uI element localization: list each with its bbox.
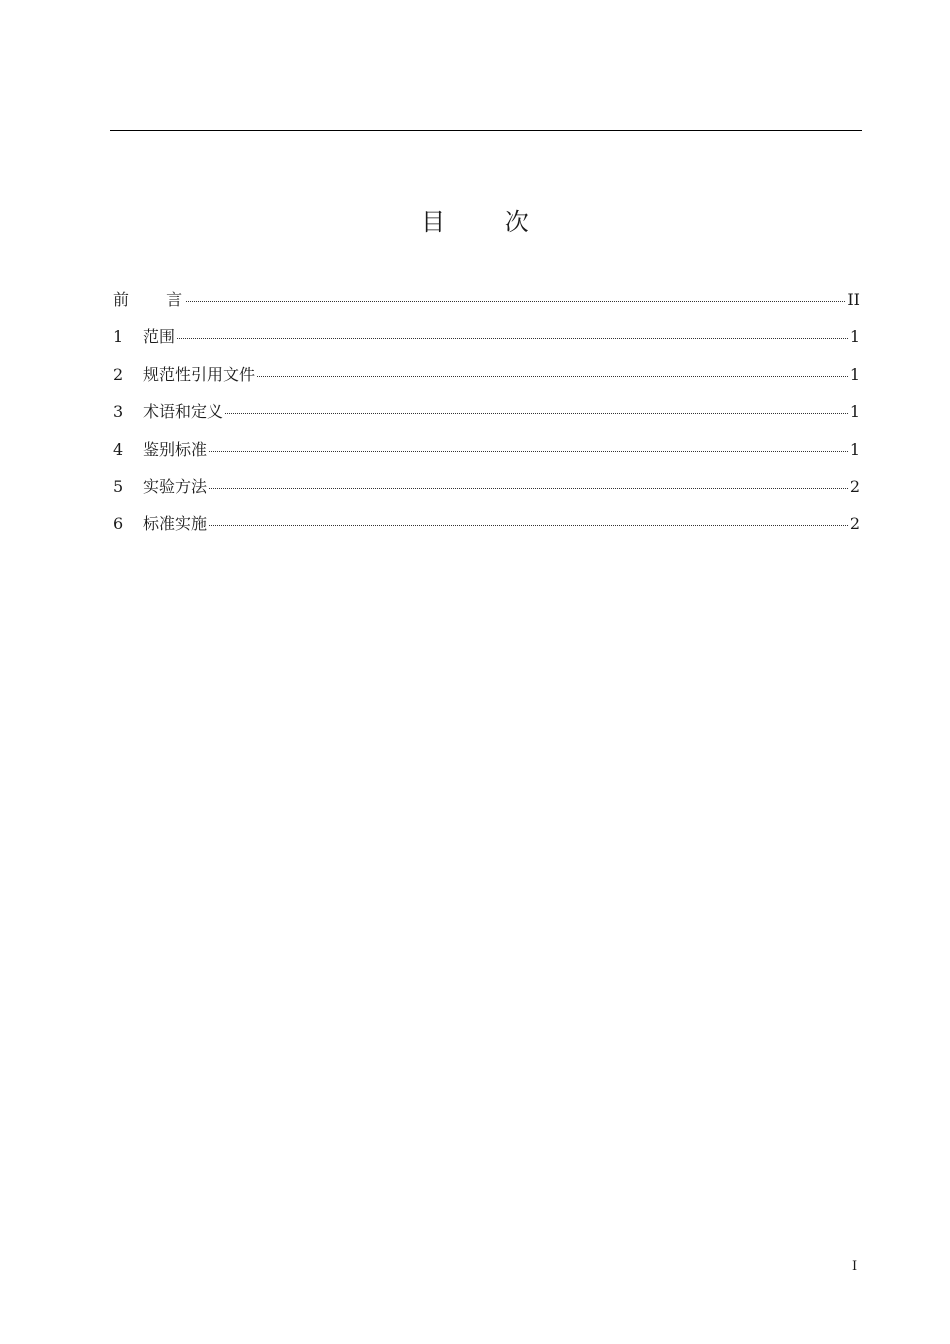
toc-entry-label: 前 言 [113,290,199,309]
toc-leader-dots [209,525,848,526]
toc-entry-number: 6 [113,514,124,534]
toc-list [113,289,860,551]
toc-leader-dots [209,451,848,452]
toc-entry-label: 标准实施 [143,514,208,534]
toc-entry-label: 规范性引用文件 [143,364,256,384]
toc-title: 目 次 [421,208,555,236]
toc-entry-number: 3 [113,402,124,422]
toc-entry-preface[interactable] [113,289,860,326]
toc-entry-test-methods[interactable] [113,476,860,513]
toc-entry-page: 1 [849,439,860,459]
toc-entry-page: 1 [849,327,860,347]
toc-leader-dots [209,488,848,489]
toc-leader-dots [257,376,848,377]
toc-leader-dots [186,301,845,302]
toc-leader-dots [177,338,848,339]
toc-entry-number: 1 [113,327,124,347]
toc-entry-page: 1 [849,402,860,422]
toc-entry-identification-criteria[interactable] [113,439,860,476]
toc-entry-label: 范围 [143,327,176,347]
toc-entry-page: 2 [849,476,860,496]
toc-entry-label: 术语和定义 [143,402,224,422]
toc-entry-terms-definitions[interactable] [113,401,860,438]
toc-entry-number: 5 [113,476,124,496]
toc-leader-dots [225,413,848,414]
toc-entry-number: 4 [113,439,124,459]
toc-entry-scope[interactable] [113,326,860,363]
toc-entry-page: II [847,290,860,309]
toc-entry-label: 鉴别标准 [143,439,208,459]
header-rule [110,130,862,131]
toc-entry-label: 实验方法 [143,476,208,496]
toc-entry-normative-references[interactable] [113,364,860,401]
toc-entry-implementation[interactable] [113,513,860,550]
toc-entry-page: 1 [849,364,860,384]
toc-entry-number: 2 [113,364,124,384]
toc-entry-page: 2 [849,514,860,534]
page-number: I [852,1259,858,1274]
